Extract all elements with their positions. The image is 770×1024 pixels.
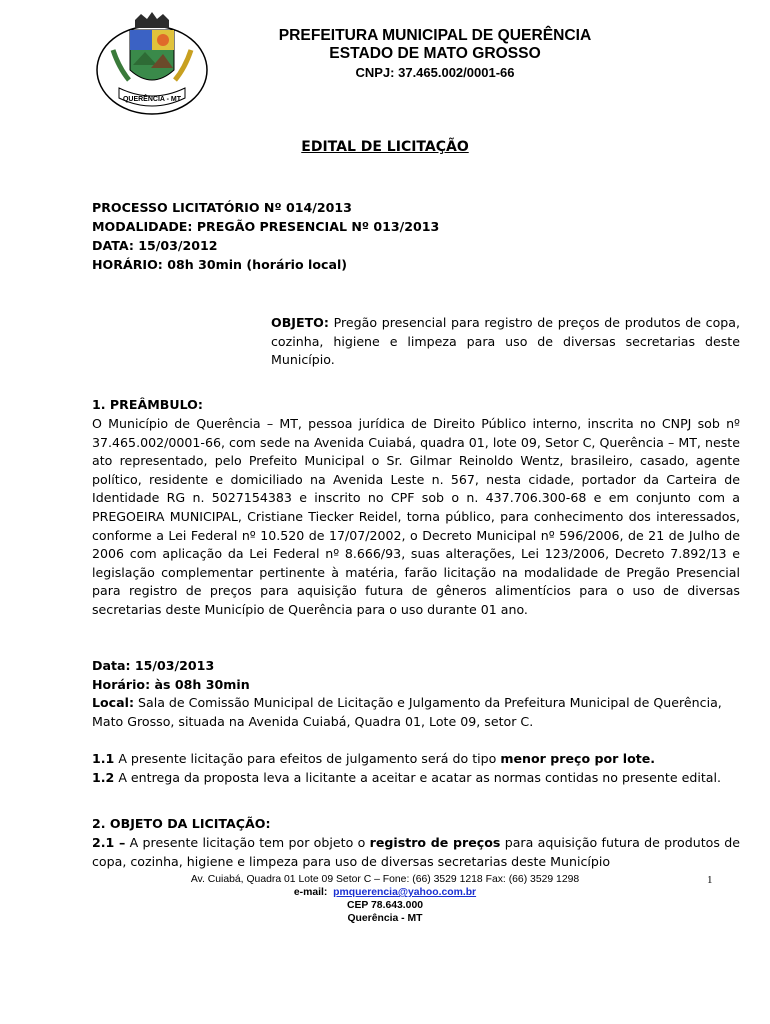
session-location-value: Sala de Comissão Municipal de Licitação e Julgamento da Prefeitura Municipal de Querência, Mato Grosso, situada na Avenida Cuiabá, Quadra 01, Lote 09, setor C.	[92, 695, 722, 729]
object-label: OBJETO:	[271, 315, 329, 330]
item-2-1-text-a: A presente licitação tem por objeto o	[125, 835, 370, 850]
item-1-1-number: 1.1	[92, 751, 115, 766]
item-1-1-text: A presente licitação para efeitos de julgamento será do tipo	[114, 751, 501, 766]
page-footer	[0, 873, 770, 925]
process-number: PROCESSO LICITATÓRIO Nº 014/2013	[92, 200, 352, 215]
footer-cep: CEP 78.643.000	[346, 900, 424, 911]
footer-email-line	[0, 886, 770, 899]
item-1-1	[92, 750, 740, 769]
process-date: DATA: 15/03/2012	[92, 238, 218, 253]
object-text: Pregão presencial para registro de preços de produtos de copa, cozinha, higiene e limpeza para uso de diversas secretarias deste Município.	[271, 315, 740, 368]
footer-city: Querência - MT	[347, 913, 423, 924]
preamble-items	[92, 750, 740, 787]
session-info	[92, 657, 740, 731]
item-2-1-bold: registro de preços	[369, 835, 501, 850]
session-time	[92, 676, 740, 695]
page-number: 1	[707, 874, 713, 886]
header-state: ESTADO DE MATO GROSSO	[329, 45, 541, 62]
preamble-heading: 1. PREÂMBULO:	[92, 397, 203, 412]
process-time: HORÁRIO: 08h 30min (horário local)	[92, 257, 348, 272]
logo-banner-text: QUERÊNCIA - MT	[122, 96, 182, 103]
item-1-2-text: A entrega da proposta leva a licitante a aceitar e acatar as normas contidas no presente edital.	[114, 769, 721, 785]
municipal-coat-of-arms-logo	[93, 10, 211, 118]
session-location-label: Local:	[92, 695, 134, 711]
item-2-1-text-b: para aquisição futura de produtos de copa, cozinha, higiene e limpeza para uso de diversas secretarias deste Município	[92, 835, 740, 869]
session-date	[92, 657, 740, 676]
item-1-1-bold: menor preço por lote.	[500, 751, 656, 766]
session-location	[92, 694, 740, 731]
header-municipality: PREFEITURA MUNICIPAL DE QUERÊNCIA	[278, 27, 592, 44]
session-date-value: 15/03/2013	[130, 658, 215, 673]
footer-address: Av. Cuiabá, Quadra 01 Lote 09 Setor C – Fone: (66) 3529 1218 Fax: (66) 3529 1298	[190, 874, 580, 885]
header-cnpj: CNPJ: 37.465.002/0001-66	[355, 65, 515, 80]
session-time-value: : às 08h 30min	[145, 676, 250, 692]
footer-email-link[interactable]: pmquerencia@yahoo.com.br	[333, 887, 477, 898]
session-time-label: Horário	[92, 676, 146, 692]
section-2-heading: 2. OBJETO DA LICITAÇÃO:	[92, 816, 271, 831]
process-info	[92, 199, 439, 275]
footer-email-label: e-mail:	[293, 887, 328, 898]
session-date-label: Data:	[92, 658, 131, 673]
object-summary	[271, 314, 740, 370]
item-1-2	[92, 769, 740, 788]
section-2-text	[92, 834, 740, 871]
process-modality: MODALIDADE: PREGÃO PRESENCIAL Nº 013/2013	[92, 219, 440, 234]
preamble-text: O Município de Querência – MT, pessoa jurídica de Direito Público interno, inscrita no CNPJ sob nº 37.465.002/0001-66, com sede na Avenida Cuiabá, quadra 01, lote 09, Setor C, Querência – MT, neste ato representado, pelo Prefeito Municipal o Sr. Gilmar Reinoldo Wentz, brasileiro, casado, agente político, residente e domiciliado na Avenida Leste n. 567, nesta cidade, portador da Carteira de Identidade RG n. 5027154383 e inscrito no CPF sob o n. 437.706.300-68 e em conjunto com a PREGOEIRA MUNICIPAL, Cristiane Tiecker Reidel, torna público, para conhecimento dos interessados, conforme a Lei Federal nº 10.520 de 17/07/2002, o Decreto Municipal nº 596/2006, de 21 de Julho de 2006 com aplicação da Lei Federal nº 8.666/93, suas alterações, Lei 123/2006, Decreto 7.892/13 e legislação complementar pertinente à matéria, farão licitação na modalidade de Pregão Presencial para registro de preços para aquisição futura de gêneros alimentícios para o uso de diversas secretarias deste Município de Querência para o uso durante 01 ano.	[92, 416, 740, 617]
item-2-1-number: 2.1 –	[92, 835, 126, 850]
item-1-2-number: 1.2	[92, 769, 115, 785]
document-title: EDITAL DE LICITAÇÃO	[301, 139, 469, 155]
